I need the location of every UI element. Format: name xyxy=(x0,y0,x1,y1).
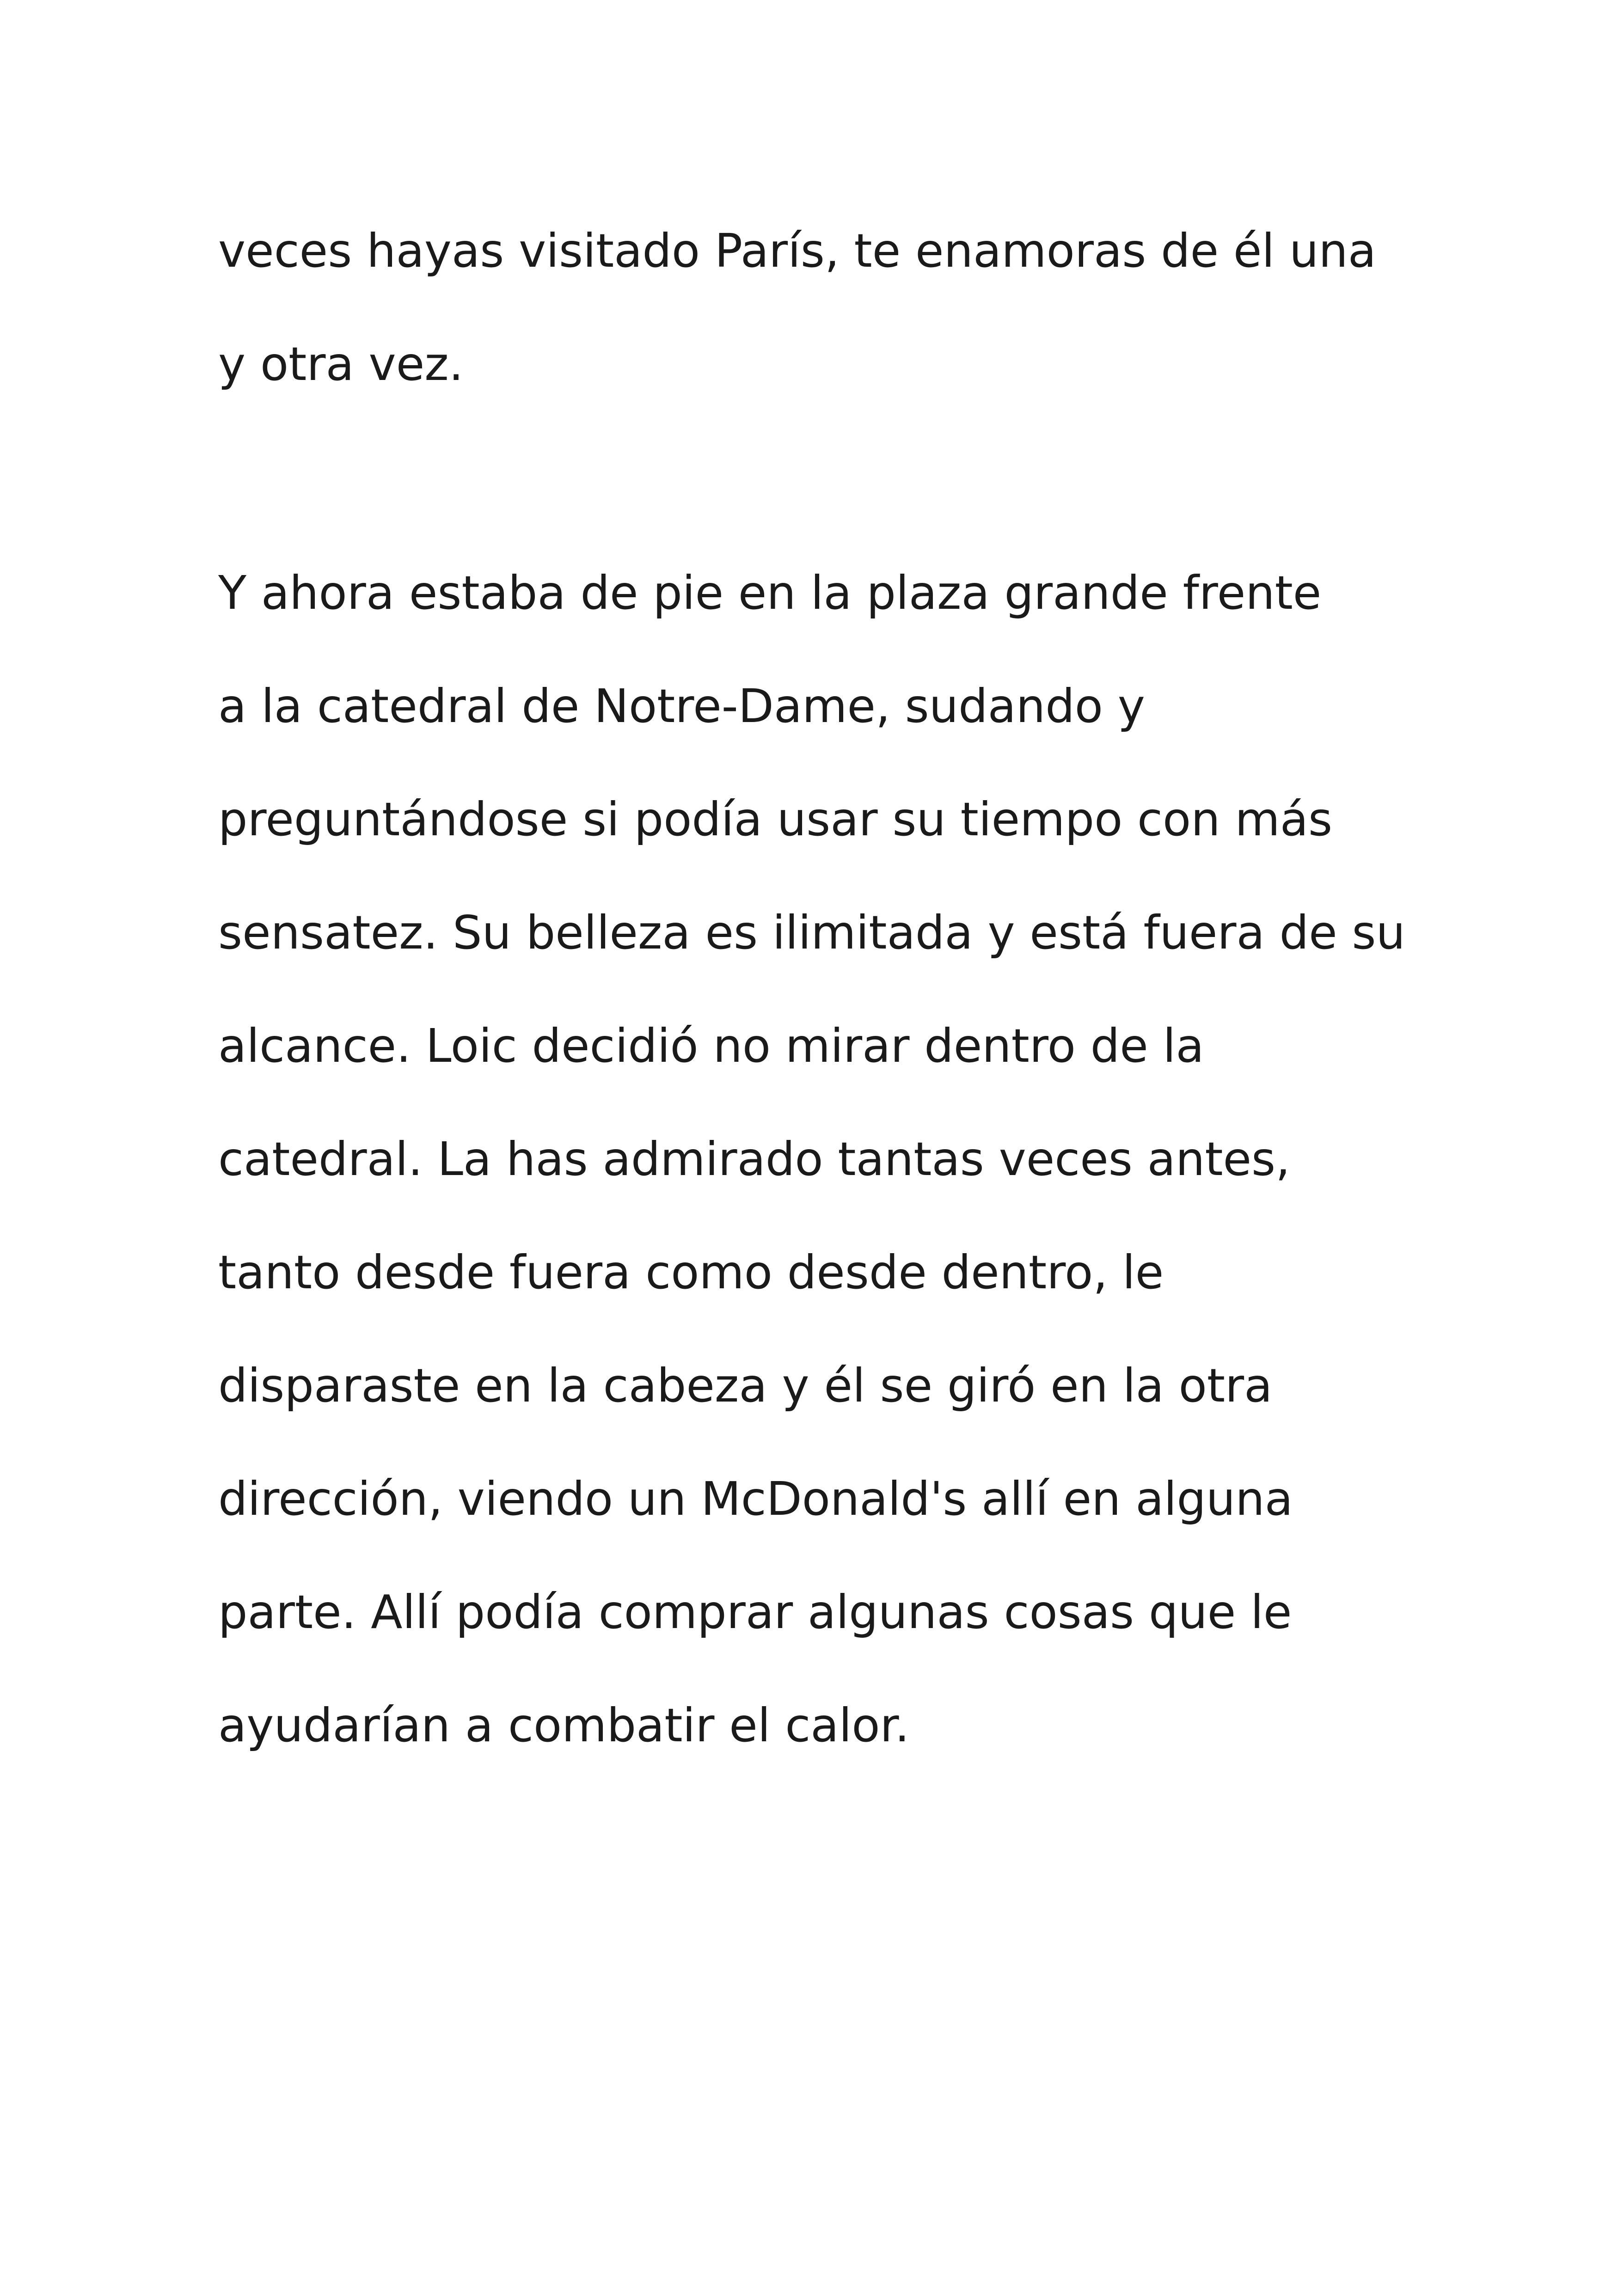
text-line: alcance. Loic decidió no mirar dentro de la xyxy=(218,1019,1204,1073)
text-line: dirección, viendo un McDonald's allí en alguna xyxy=(218,1472,1293,1526)
paragraph-1 xyxy=(218,194,1448,421)
text-line: preguntándose si podía usar su tiempo con más xyxy=(218,792,1333,846)
text-line: a la catedral de Notre-Dame, sudando y xyxy=(218,679,1145,733)
text-line: veces hayas visitado París, te enamoras de él una xyxy=(218,224,1377,278)
text-line: y otra vez. xyxy=(218,337,464,391)
text-line: tanto desde fuera como desde dentro, le xyxy=(218,1245,1164,1299)
text-line: sensatez. Su belleza es ilimitada y está fuera de su xyxy=(218,906,1405,960)
text-line: Y ahora estaba de pie en la plaza grande frente xyxy=(218,566,1322,620)
paragraph-2 xyxy=(218,536,1448,1782)
text-line: disparaste en la cabeza y él se giró en la otra xyxy=(218,1359,1273,1413)
text-line: ayudarían a combatir el calor. xyxy=(218,1698,910,1752)
text-line: catedral. La has admirado tantas veces antes, xyxy=(218,1132,1290,1186)
text-line: parte. Allí podía comprar algunas cosas que le xyxy=(218,1585,1292,1639)
